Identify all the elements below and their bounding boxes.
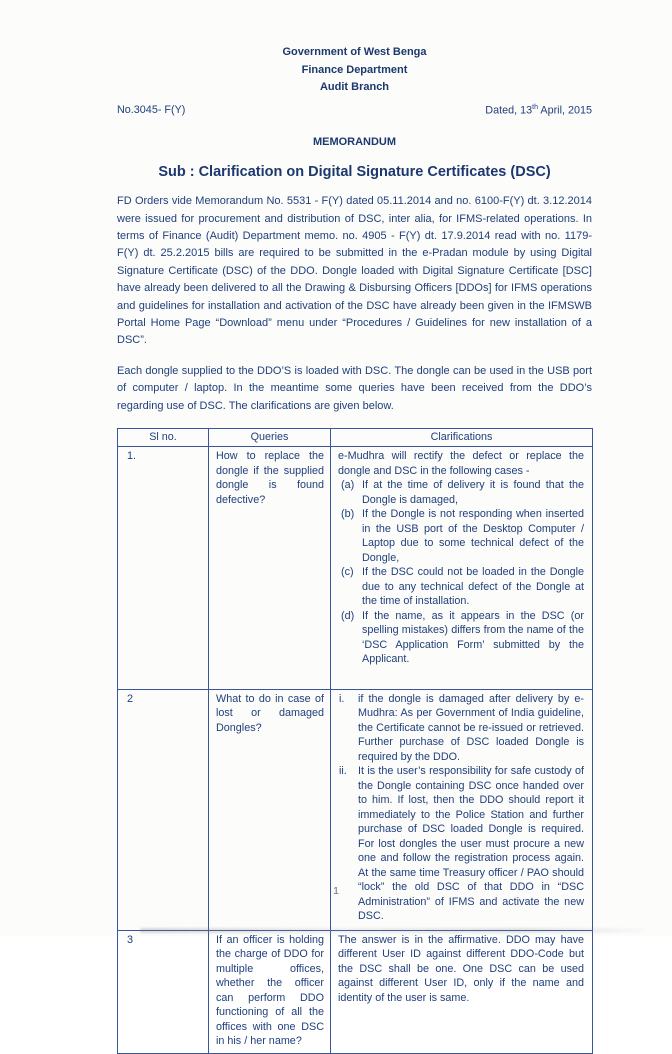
item-text: If the name, as it appears in the DSC (or spelling mistakes) differs from the name of the ‘DSC Application Form’ submitted by the Applicant. (362, 609, 584, 666)
memo-content (117, 44, 592, 1054)
cell-sl: 1. (118, 447, 209, 690)
org-line-branch: Audit Branch (319, 81, 390, 93)
clarifications-table (117, 428, 593, 1054)
item-text: if the dongle is damaged after delivery by e-Mudhra: As per Government of India guideline, the Certificate cannot be re-issued or retrieved. Further purchase of DSC loaded Dongle is required by the DDO. (358, 692, 584, 763)
clarification-item (338, 507, 584, 565)
clarification-intro: e-Mudhra will rectify the defect or replace the dongle and DSC in the following cases - (338, 450, 584, 477)
paragraph-dongle-usage: Each dongle supplied to the DDO’S is loaded with DSC. The dongle can be used in the USB port of computer / laptop. In the meantime some queries have been received from the DDO’s regarding use of DSC. The clarifications are given below. (117, 364, 592, 412)
item-marker: ii. (339, 765, 347, 778)
subject-line: Sub : Clarification on Digital Signature Certificates (DSC) (158, 164, 551, 181)
col-header-queries: Queries (209, 428, 331, 447)
item-marker: i. (339, 692, 345, 705)
clarification-item (338, 478, 584, 507)
date-text: Dated, 13 (485, 104, 533, 117)
paragraph-fd-orders: FD Orders vide Memorandum No. 5531 - F(Y) dated 05.11.2014 and no. 6100-F(Y) dt. 3.12.2014 were issued for procurement and distribution of DSC, inter alia, for IFMS-related operations. In terms of Finance (Audit) Department memo. no. 4905 - F(Y) dt. 17.9.2014 read with no. 1179-F(Y) dt. 25.2.2015 bills are required to be submitted in the e-Pradan module by using Digital Signature Certificate (DSC) of the DDO. Dongle loaded with Digital Signature Certificate [DSC] have already been delivered to all the Drawing & Disbursing Officers [DDOs] for IFMS operations and guidelines for installation and activation of the DSC have already been given in the IFMSWB Portal Home Page “Download” menu under “Procedures / Guidelines for new installation of a DSC”. (117, 195, 592, 347)
col-header-sl-no: Sl no. (118, 428, 209, 447)
cell-clarification (331, 930, 593, 1053)
item-marker: (b) (341, 508, 355, 521)
col-header-clarifications: Clarifications (331, 428, 593, 447)
cell-query: What to do in case of lost or damaged Dongles? (209, 689, 331, 930)
memo-number: No.3045- F(Y) (117, 104, 186, 117)
cell-clarification (331, 447, 593, 690)
item-text: If the DSC could not be loaded in the Dongle due to any technical defect of the Dongle at the time of installation. (362, 566, 584, 608)
cell-query: How to replace the dongle if the supplied dongle is found defective? (209, 447, 331, 690)
org-line-department: Finance Department (301, 63, 408, 76)
scan-artifact (140, 928, 645, 933)
item-marker: (d) (341, 609, 355, 622)
item-text: It is the user’s responsibility for safe custody of the Dongle containing DSC once handed over to him. If lost, then the DDO should report it immediately to the Police Station and further purchase of DSC loaded Dongle is required. For lost dongles the user must procure a new one and follow the registration process again. At the same time Treasury officer / PAO should “lock” the old DSC of that DDO in “DSC Administration” of IFMS and activate the new DSC. (358, 765, 584, 923)
item-marker: (a) (341, 479, 355, 492)
date-ordinal-superscript: th (532, 103, 538, 111)
clarification-item (338, 565, 584, 609)
table-row (118, 930, 593, 1053)
page-number: 1 (333, 885, 339, 897)
cell-sl: 2 (118, 689, 209, 930)
table-header-row (118, 428, 593, 447)
table-row (118, 447, 593, 690)
date-text-suffix: April, 2015 (537, 104, 592, 117)
clarification-item (338, 764, 584, 924)
clarification-intro: The answer is in the affirmative. DDO may have different User ID against different DDO-Code but the DSC shall be one. One DSC can be used against different User ID, only if the name and identity of the user is same. (338, 933, 584, 1004)
item-text: If the Dongle is not responding when inserted in the USB port of the Desktop Computer / Laptop due to some technical defect of the Dongle, (362, 508, 584, 564)
memorandum-heading: MEMORANDUM (312, 136, 397, 149)
org-line-government: Government of West Benga (282, 46, 427, 58)
clarification-item (338, 609, 584, 667)
reference-row (117, 104, 592, 117)
item-text: If at the time of delivery it is found that the Dongle is damaged, (362, 479, 584, 506)
memo-date (485, 104, 592, 117)
org-header (117, 44, 592, 97)
cell-sl: 3 (118, 930, 209, 1053)
cell-query: If an officer is holding the charge of DDO for multiple offices, whether the officer can perform DDO functioning of all the offices with one DSC in his / her name? (209, 930, 331, 1053)
item-marker: (c) (341, 566, 354, 579)
clarification-item (338, 692, 584, 765)
